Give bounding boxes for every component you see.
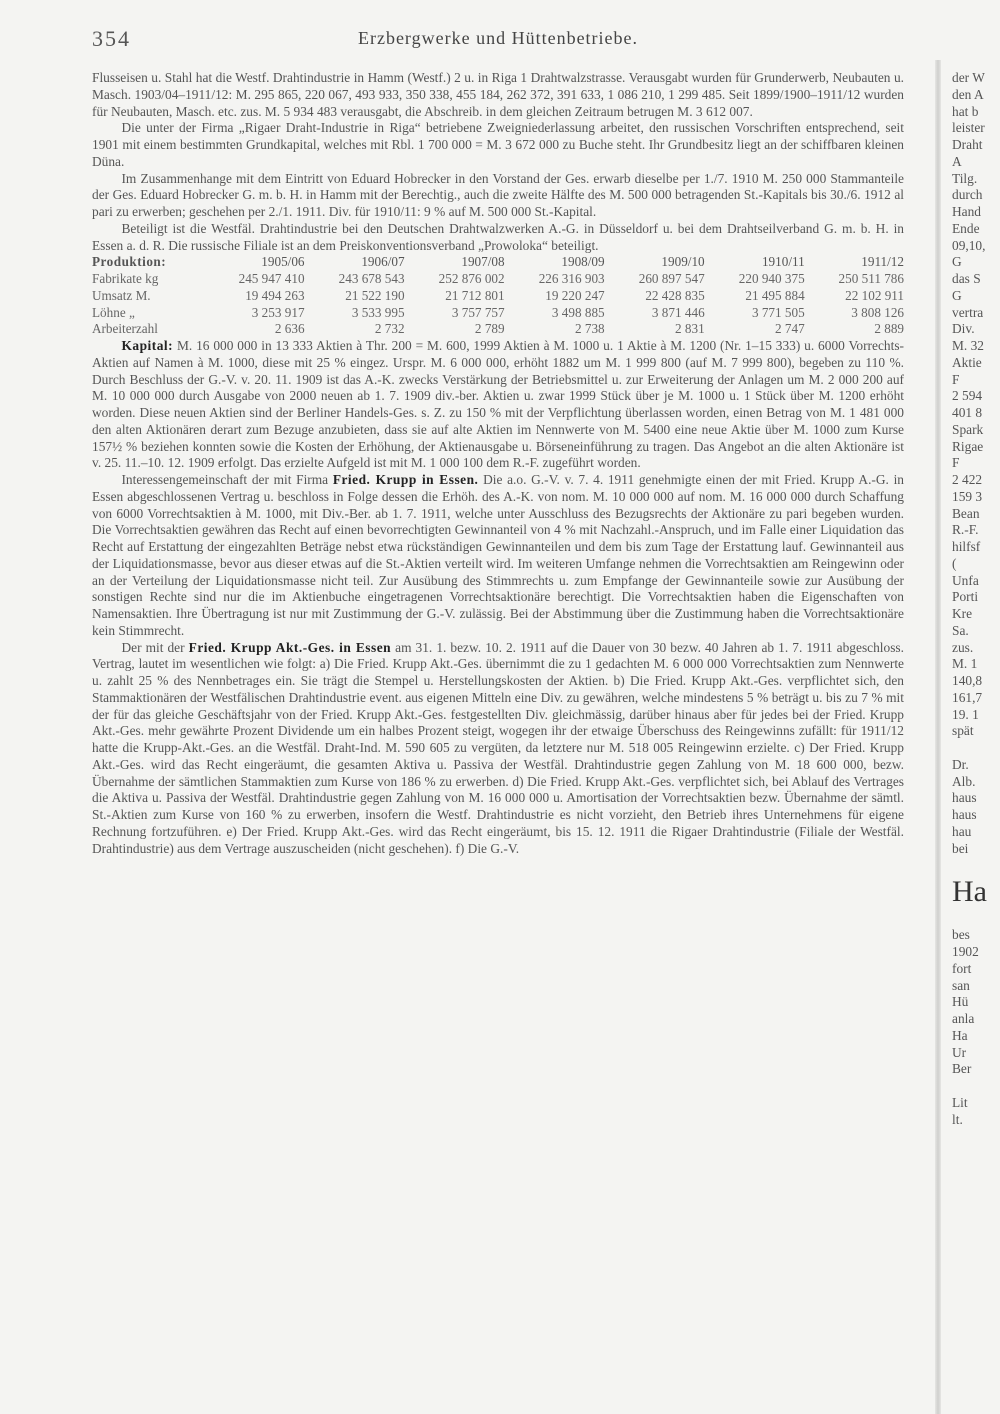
fragment-line: Spark <box>952 421 984 437</box>
row-label: Löhne „ <box>92 304 135 320</box>
table-cell: 2 789 <box>474 321 505 337</box>
fragment-line <box>952 1078 1000 1095</box>
table-cell: 21 522 190 <box>345 287 405 303</box>
fragment-line: bes <box>952 927 970 943</box>
fragment-line: G <box>952 254 962 270</box>
adjacent-page-strip <box>952 70 1000 1400</box>
fragment-line: Alb. <box>952 773 976 789</box>
fragment-line: R.-F. <box>952 522 979 538</box>
fragment-line: spät <box>952 723 974 739</box>
fragment-line: M. 32 <box>952 338 984 353</box>
fragment-line <box>952 740 1000 757</box>
table-cell: 243 678 543 <box>338 271 405 286</box>
page-gutter <box>935 60 941 1414</box>
paragraph-kapital <box>92 338 904 472</box>
table-cell: 21 495 884 <box>745 287 805 303</box>
fragment-line: Draht <box>952 137 983 152</box>
table-cell: 3 498 885 <box>551 304 605 320</box>
fragment-line: A <box>952 153 962 169</box>
firm-name: Fried. Krupp in Essen. <box>332 472 479 487</box>
fragment-line: 09,10, <box>952 237 986 253</box>
fragment-line: Hand <box>952 204 982 219</box>
year-header: 1908/09 <box>561 254 605 270</box>
table-cell: 19 220 247 <box>545 287 605 303</box>
production-table <box>92 254 904 338</box>
year-header: 1911/12 <box>861 254 904 270</box>
table-cell: 3 533 995 <box>351 304 405 320</box>
fragment-line: Bean <box>952 505 980 521</box>
table-cell: 3 757 757 <box>451 304 505 320</box>
paragraph-interessengemeinschaft <box>92 472 904 640</box>
paragraph: Beteiligt ist die Westfäl. Drahtindustrie bei den Deutschen Drahtwalzwerken A.-G. in Düsseldorf u. bei dem Drahtseilverband G. m. b. H. in Essen a. d. R. Die russische Filiale ist an dem Preiskonventionsverband „Prowoloka“ beteiligt. <box>92 220 904 253</box>
main-column <box>92 70 904 1400</box>
table-cell: 21 712 801 <box>445 287 505 303</box>
production-header-row <box>92 254 904 271</box>
table-cell: 2 636 <box>274 321 305 337</box>
table-cell: 260 897 547 <box>638 271 705 286</box>
running-head: Erzbergwerke und Hüttenbetriebe. <box>357 28 639 48</box>
fragment-line: anla <box>952 1011 975 1026</box>
table-cell: 250 511 786 <box>838 271 904 286</box>
table-cell: 252 876 002 <box>438 271 505 286</box>
fragment-line: Div. <box>952 321 975 337</box>
fragment-line: fort <box>952 960 972 976</box>
fragment-line: hilfsf <box>952 539 981 554</box>
year-header: 1907/08 <box>461 254 505 270</box>
fragment-line: 2 422 <box>952 472 983 487</box>
fragment-line: 1902 <box>952 944 979 959</box>
fragment-line: F <box>952 371 960 387</box>
fragment-line: ( <box>952 555 957 571</box>
fragment-line: F <box>952 455 960 471</box>
text-span: Interessengemeinschaft der mit Firma <box>121 472 329 487</box>
year-header: 1906/07 <box>361 254 405 270</box>
production-label: Produktion: <box>92 254 167 270</box>
fragment-line: leister <box>952 120 985 136</box>
fragment-line: den A <box>952 86 984 102</box>
fragment-line: das S <box>952 271 981 286</box>
fragment-line: der W <box>952 70 985 85</box>
table-cell: 3 871 446 <box>651 304 705 320</box>
fragment-line: hau <box>952 823 972 839</box>
fragment-line: Ha <box>952 1027 968 1043</box>
year-header: 1909/10 <box>661 254 705 270</box>
year-header: 1905/06 <box>261 254 305 270</box>
paragraph-vertrag <box>92 640 904 858</box>
row-label: Umsatz M. <box>92 287 151 303</box>
fragment-line: 2 594 <box>952 388 983 404</box>
production-row <box>92 305 904 322</box>
paragraph: Die unter der Firma „Rigaer Draht-Industrie in Riga“ betriebene Zweigniederlassung arbeitet, den russischen Vorschriften entsprechend, seit 1901 mit einem bestimmten Grundkapital, welches mit Rbl. 1 700 000 = M. 3 672 000 zu Buche steht. Ihr Grundbesitz liegt an der schiffbaren kleinen Düna. <box>92 120 904 169</box>
page-number: 354 <box>92 26 131 51</box>
fragment-line: lt. <box>952 1111 963 1127</box>
text-span: am 31. 1. bezw. 10. 2. 1911 auf die Dauer von 30 bezw. 40 Jahren ab 1. 7. 1911 abgeschloss. Vertrag, lautet im wesentlichen wie folgt: a) Die Fried. Krupp Akt.-Ges. übernimmt die zu 1 gedachten M. 6 000 000 Vorrechtsaktien zum Nennwerte u. zahlt 25 % des Nennbetrages ein. Sie trägt die Stempel u. Herstellungskosten der Aktien. b) Die Fried. Krupp Akt.-Ges. verpflichtet sich, den Stammaktionären der Westfälischen Drahtindustrie event. aus eigenen Mitteln eine Div. zu gewähren, welche mindestens 5 % beträgt u. bis zu 7 % mit der für das gleiche Geschäftsjahr von der Fried. Krupp Akt.-Ges. festgestellten Div. gleichmässig, darüber hinaus aber für jedes bei der Fried. Krupp Akt.-Ges. mehr gewährte Prozent Dividende um ein halbes Prozent steigt, wogegen ihr der etwaige Überschuss des Reingewinns zufällt: für 1911/12 hatte die Krupp-Akt.-Ges. an die Westfäl. Draht-Ind. M. 590 605 zu vergüten, da letztere nur M. 518 005 Reingewinn erzielte. c) Der Fried. Krupp Akt.-Ges. wird das Recht eingeräumt, die gesamten Aktiva u. Passiva der Westfäl. Drahtindustrie gegen Zahlung von M. 18 600 000, bezw. Übernahme der sämtlichen Stammaktien zum Kurse von 186 % zu erwerben. d) Die Fried. Krupp Akt.-Ges. verpflichtet sich, bei Ablauf des Vertrages die Aktiva u. Passiva der Westfäl. Drahtindustrie gegen Zahlung von M. 16 000 000 u. Amortisation der Vorrechtsaktien bezw. Übernahme der sämtl. St.-Aktien zum Kurse von 160 % zu erwerben, insofern die Westf. Drahtindustrie es nicht vorzieht, den Betrieb ihres Unternehmens für eigene Rechnung fortzuführen. e) Der Fried. Krupp Akt.-Ges. wird das Recht eingeräumt, bis 15. 12. 1911 die Rigaer Drahtindustrie (Filiale der Westfäl. Drahtindustrie) aus dem Vertrage auszuscheiden (nicht geschehen). f) Die G.-V. <box>92 639 904 856</box>
fragment-line: Ur <box>952 1044 967 1060</box>
fragment-line: Dr. <box>952 756 969 772</box>
fragment-line: 140,8 <box>952 673 983 688</box>
table-cell: 3 771 505 <box>751 304 805 320</box>
table-cell: 22 102 911 <box>845 287 904 303</box>
fragment-line: Hü <box>952 994 969 1010</box>
fragment-line: zus. <box>952 639 974 655</box>
table-cell: 3 253 917 <box>251 304 305 320</box>
production-row <box>92 288 904 305</box>
fragment-line: Lit <box>952 1094 968 1110</box>
table-cell: 245 947 410 <box>238 271 305 286</box>
year-header: 1910/11 <box>761 254 805 270</box>
fragment-line: 159 3 <box>952 488 983 504</box>
fragment-line: vertra <box>952 304 984 320</box>
paragraph: Flusseisen u. Stahl hat die Westf. Drahtindustrie in Hamm (Westf.) 2 u. in Riga 1 Drahtwalzstrasse. Verausgabt wurden für Grunderwerb, Neubauten u. Masch. 1903/04–1911/12: M. 295 865, 220 067, 493 933, 350 338, 455 184, 262 372, 391 633, 1 086 210, 1 299 485. Seit 1899/1900–1911/12 wurden für Neubauten, Masch. etc. zus. M. 5 934 483 verausgabt, die Abschreib. in dem gleichen Zeitraum betrugen M. 3 612 007. <box>92 70 904 119</box>
production-row <box>92 321 904 338</box>
fragment-line: Ber <box>952 1061 972 1077</box>
fragment-line: 19. 1 <box>952 706 979 722</box>
table-cell: 2 747 <box>775 321 805 337</box>
fragment-line: bei <box>952 840 969 856</box>
row-label: Arbeiterzahl <box>92 321 158 337</box>
fragment-heading: Ha <box>952 875 987 909</box>
fragment-line: haus <box>952 807 977 822</box>
fragment-line: Rigae <box>952 438 984 454</box>
fragment-line: 401 8 <box>952 405 983 420</box>
fragment-line: hat b <box>952 103 979 119</box>
table-cell: 2 889 <box>874 321 904 337</box>
fragment-line: Aktie <box>952 354 982 370</box>
kapital-text: M. 16 000 000 in 13 333 Aktien à Thr. 200 = M. 600, 1999 Aktien à M. 1000 u. 1 Aktie à M. 1200 (Nr. 1–15 333) u. 6000 Vorrechts-Aktien auf Namen à M. 1000, diese mit 25 % eingez. Urspr. M. 6 000 000, erhöht 1882 um M. 1 999 800 (auf M. 7 999 800), begeben zu 110 %. Durch Beschluss der G.-V. v. 20. 11. 1909 ist das A.-K. zwecks Verstärkung der Betriebsmittel u. zur Erweiterung der Anlagen um M. 2 000 200 auf M. 10 000 000 durch Ausgabe von 2000 neuen ab 1. 7. 1909 div.-ber. Aktien u. zwar 1999 Stück über je M. 1000 u. 1 Stück über M. 1200 erhöht worden. Diese neuen Aktien sind der Berliner Handels-Ges. s. Z. zu 150 % mit der Verpflichtung überlassen worden, einen Betrag von M. 1 481 000 den alten Aktionären derart zum Bezuge anzubieten, dass sie auf alte Aktien im Nennwerte von M. 5400 eine neue Aktie über M. 1000 zum Kurse 157½ % beziehen konnten sowie die Kosten der Erhöhung, der Aktienausgabe u. Börseneinführung zu tragen. Das Angebot an die alten Aktionäre ist v. 25. 11.–10. 12. 1909 erfolgt. Das erzielte Aufgeld ist mit M. 1 000 100 dem R.-F. zugeführt worden. <box>92 338 904 471</box>
firm-name: Fried. Krupp Akt.-Ges. in Essen <box>188 639 392 655</box>
text-span: Der mit der <box>121 639 185 655</box>
table-cell: 226 316 903 <box>538 271 605 286</box>
fragment-line: Porti <box>952 589 979 605</box>
fragment-line: Unfa <box>952 572 979 588</box>
paragraph: Im Zusammenhange mit dem Eintritt von Eduard Hobrecker in den Vorstand der Ges. erwarb dieselbe per 1./7. 1910 M. 250 000 Stammanteile der Ges. Eduard Hobrecker G. m. b. H. in Hamm mit der Berechtig., auch die zweite Hälfte des M. 500 000 betragenden St.-Kapitals bis 30./6. 1912 al pari zu erwerben; geschehen per 2./1. 1911. Div. für 1910/11: 9 % auf M. 500 000 St.-Kapital. <box>92 170 904 219</box>
production-row <box>92 271 904 288</box>
table-cell: 3 808 126 <box>851 304 904 320</box>
fragment-line: san <box>952 977 970 993</box>
fragment-line: Ende <box>952 220 980 236</box>
table-cell: 19 494 263 <box>245 287 305 303</box>
kapital-label: Kapital: <box>121 338 174 353</box>
table-cell: 2 732 <box>374 321 405 337</box>
fragment-line: durch <box>952 187 983 203</box>
table-cell: 2 831 <box>674 321 705 337</box>
fragment-line: Kre <box>952 606 973 621</box>
table-cell: 2 738 <box>574 321 605 337</box>
row-label: Fabrikate kg <box>92 271 159 286</box>
page-header <box>92 26 904 60</box>
fragment-line: haus <box>952 790 977 806</box>
fragment-line: M. 1 <box>952 656 978 672</box>
fragment-line: Sa. <box>952 622 969 638</box>
fragment-line: Tilg. <box>952 170 978 186</box>
fragment-line: G <box>952 287 962 303</box>
table-cell: 22 428 835 <box>645 287 705 303</box>
fragment-line: 161,7 <box>952 689 983 705</box>
text-span: Die a.o. G.-V. v. 7. 4. 1911 genehmigte einen der mit Fried. Krupp A.-G. in Essen abgeschlossenen Vertrag u. beschloss in Folge dessen die Erhöh. des A.-K. von nom. M. 10 000 000 auf nom. M. 16 000 000 durch Schaffung von 6000 Vorrechtsaktien à M. 1000, mit Div.-Ber. ab 1. 7. 1911, welche unter Ausschluss des Bezugsrechts der Aktionäre zu pari begeben wurden. Die Vorrechtsaktien gewähren das Recht auf einen bevorrechtigten Gewinnanteil von 4 % mit Nachzahl.-Anspruch, und im Falle einer Liquidation das Recht auf Erstattung der eingezahlten Beträge nebst etwa rückständigen Gewinnanteilen und dem bis zum Tage der Erstattung lauf. Gewinnanteil aus der Liquidationsmasse, bevor aus dieser etwas auf die St.-Aktien verteilt wird. Im weiteren Umfange nehmen die Vorrechtsaktien am Reingewinn oder an der Verteilung der Liquidationsmasse nicht teil. Zur Ausübung des Stimmrechts u. zum Empfange der Gewinnanteile sowie zur Ausübung der sonstigen Rechte sind nur die im Aktienbuche eingetragenen Vorrechtsaktionäre berechtigt. Die Vorrechtsaktien haben die Eigenschaften von Namensaktien. Ihre Übertragung ist nur mit Zustimmung der G.-V. zulässig. Bei der Abstimmung über die Zustimmung haben die Vorrechtsaktionäre kein Stimmrecht. <box>92 472 904 638</box>
table-cell: 220 940 375 <box>738 271 805 286</box>
